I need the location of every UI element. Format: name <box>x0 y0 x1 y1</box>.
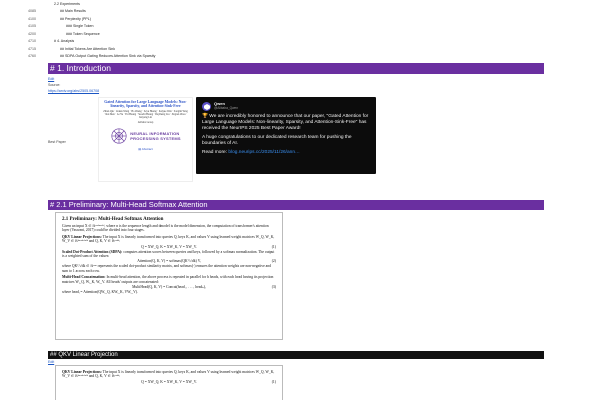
toc-item-number: 4200 <box>28 31 36 36</box>
neurips-logo <box>103 127 188 145</box>
equation-1-number: (1) <box>271 244 276 249</box>
qkv-text: The input X is linearly transformed into queries Q, keys K, and values V using learned weight matrices W_Q, W_K, W_V ∈ ℝᵈᵐᵒᵈᵉˡˣᵈᵏ and Q, K, V ∈ ℝⁿˣᵈᵏ: <box>62 234 275 244</box>
equation-3-body: MultiHead(Q, K, V) = Concat(head₁, . . . , headₕ), <box>132 285 206 290</box>
toc-item[interactable] <box>28 8 328 16</box>
excerpt-heading: 2.1 Preliminary: Multi-Head Softmax Attention <box>62 217 164 222</box>
edit-link-qkv[interactable]: Edit <box>48 360 55 364</box>
toc-item-number: 4100 <box>28 16 36 21</box>
toc-item-number: 4715 <box>28 46 36 51</box>
tweet-author-handle: @Alibaba_Qwen <box>214 105 238 110</box>
equation-1 <box>62 245 276 249</box>
tweet-read-more <box>202 150 370 156</box>
toc-item-label: ### Token Sequence <box>66 31 100 36</box>
excerpt-qkv <box>62 235 276 244</box>
toc-item-label: ## Perplexity (PPL) <box>60 16 91 21</box>
tweet-link[interactable]: blog.neurips.cc/2025/11/26/ann… <box>228 150 300 155</box>
excerpt-concat <box>62 275 276 284</box>
toc-item-label: # 4. Analysis <box>54 39 75 44</box>
source-label: Source: <box>48 83 61 87</box>
toc-item-number: 4710 <box>28 39 36 44</box>
qwen-avatar <box>202 102 211 111</box>
qkv-equation-number: (1) <box>271 379 276 384</box>
qkv-excerpt-title: QKV Linear Projections: <box>62 370 102 374</box>
toc-item-number: 4105 <box>28 24 36 29</box>
document-icon: ▤ <box>138 147 142 151</box>
neurips-logo-line1: NEURAL INFORMATION <box>130 131 180 136</box>
qkv-equation <box>62 380 276 384</box>
qkv-equation-body: Q = XW_Q, K = XW_K, V = XW_V. <box>141 379 197 384</box>
toc-item-label: ## Main Results <box>60 9 86 14</box>
tweet-body-paragraph-1: 🏆 We are incredibly honored to announce that our paper, "Gated Attention for Large Language Models: Non-linearity, Sparsity, and Attention-Sink-Free" has received the NeurIPS 2025 Best Paper Award! <box>202 114 369 131</box>
toc-item-label: ## SDPA Output Gating Reduces Attention Sink via Sparsity <box>60 54 156 59</box>
paper-excerpt-preliminary <box>55 212 283 340</box>
abstract-link[interactable] <box>103 147 188 151</box>
section-header-qkv: ## QKV Linear Projection <box>48 351 544 359</box>
edit-link-introduction[interactable]: Edit <box>48 77 55 81</box>
toc-item[interactable] <box>28 0 328 8</box>
sdpa-text: computes attention scores between queries and keys, followed by a softmax normalization. The output is a weighted sum of the values: <box>62 249 275 259</box>
source-link[interactable]: https://arxiv.org/abs/2505.06708 <box>48 89 100 93</box>
paper-thumbnail <box>98 97 193 182</box>
section-header-preliminary: # 2.1 Preliminary: Multi-Head Softmax Attention <box>48 200 544 210</box>
concat-title: Multi-Head Concatenation: <box>62 275 106 280</box>
tweet-author-name: Qwen <box>214 101 225 107</box>
toc-item[interactable] <box>28 53 328 61</box>
abstract-link-label: Abstract <box>141 147 153 151</box>
toc-item[interactable] <box>28 30 328 38</box>
paper-venue: Alibaba Group <box>137 120 154 124</box>
excerpt-sdpa-after: where QKᵀ/√dk ∈ ℝⁿˣⁿ represents the scaled dot-product similarity matrix, and softmax(·) ensures the attention weights are non-negative and sum to 1 across each row. <box>62 264 271 273</box>
equation-2-body: Attention(Q, K, V) = softmax(QKᵀ/√dk) V, <box>137 259 201 264</box>
toc-item-number: 4760 <box>28 54 36 59</box>
qkv-excerpt-body: The input X is linearly transformed into queries Q, keys K, and values V using learned weight matrices W_Q, W_K, W_V ∈ ℝᵈᵐᵒᵈᵉˡˣᵈᵏ and Q, K, V ∈ ℝⁿˣᵈᵏ: <box>62 370 275 379</box>
qkv-title: QKV Linear Projections: <box>62 234 102 239</box>
tweet-read-more-label: Read more: <box>202 150 228 155</box>
equation-3-number: (3) <box>271 285 276 290</box>
qkv-excerpt-text <box>62 370 276 379</box>
equation-2 <box>62 259 276 263</box>
excerpt-concat-after: where headᵢ = Attention(QWᵢ_Q, KWᵢ_K, VWᵢ_V). <box>62 290 138 295</box>
toc-item-label: ### Single Token <box>66 24 94 29</box>
toc-item[interactable] <box>28 15 328 23</box>
toc-item[interactable] <box>28 45 328 53</box>
excerpt-sdpa <box>62 250 276 259</box>
paper-excerpt-qkv <box>55 365 283 400</box>
tweet-card[interactable] <box>196 97 376 174</box>
equation-2-number: (2) <box>271 259 276 264</box>
paper-title: Gated Attention for Large Language Models: Non-linearity, Sparsity, and Attention-Sink-Free <box>104 100 187 109</box>
equation-3 <box>62 285 276 289</box>
tweet-body-paragraph-2: A huge congratulations to our dedicated research team for pushing the boundaries of AI. <box>202 135 352 146</box>
concat-text: In multi-head attention, the above process is repeated in parallel for h heads, with each head having its projection matrices Wᵢ_Q, Wᵢ_K, Wᵢ_V. All heads' outputs are concatenated: <box>62 275 274 284</box>
toc-item-label: 2.2 Experiments <box>54 1 80 6</box>
toc-item[interactable] <box>28 23 328 31</box>
paper-authors: Zihan Qiu · Zekun Wang · Bo Zheng · Zeyu Huang · Kaiyue Wen · Songlin Yang · Rui Men · Le Yu · Fei Huang · Suozhi Huang · Dayiheng Liu · Jingren Zhou · Junyang Lin <box>103 109 188 120</box>
sdpa-title: Scaled Dot-Product Attention (SDPA): <box>62 249 123 254</box>
toc-item-label: ## Initial Tokens Are Attention Sink <box>60 46 116 51</box>
excerpt-intro: Given an input X ∈ ℝⁿˣᵈᵐᵒᵈᵉˡ, where n is the sequence length and dmodel is the model dimension, the computation of transformer's attention layer (Vaswani, 2017) could be divided into four stages. <box>62 224 269 233</box>
section-header-introduction: # 1. Introduction <box>48 63 544 74</box>
neurips-mark-icon <box>110 127 128 145</box>
best-paper-label: Best Paper <box>48 140 66 144</box>
table-of-contents <box>28 0 328 60</box>
toc-item[interactable] <box>28 38 328 46</box>
equation-1-body: Q = XW_Q, K = XW_K, V = XW_V. <box>141 244 197 249</box>
toc-item-number: 4085 <box>28 9 36 14</box>
qwen-logo-icon <box>204 104 210 110</box>
neurips-logo-line2: PROCESSING SYSTEMS <box>130 136 181 141</box>
